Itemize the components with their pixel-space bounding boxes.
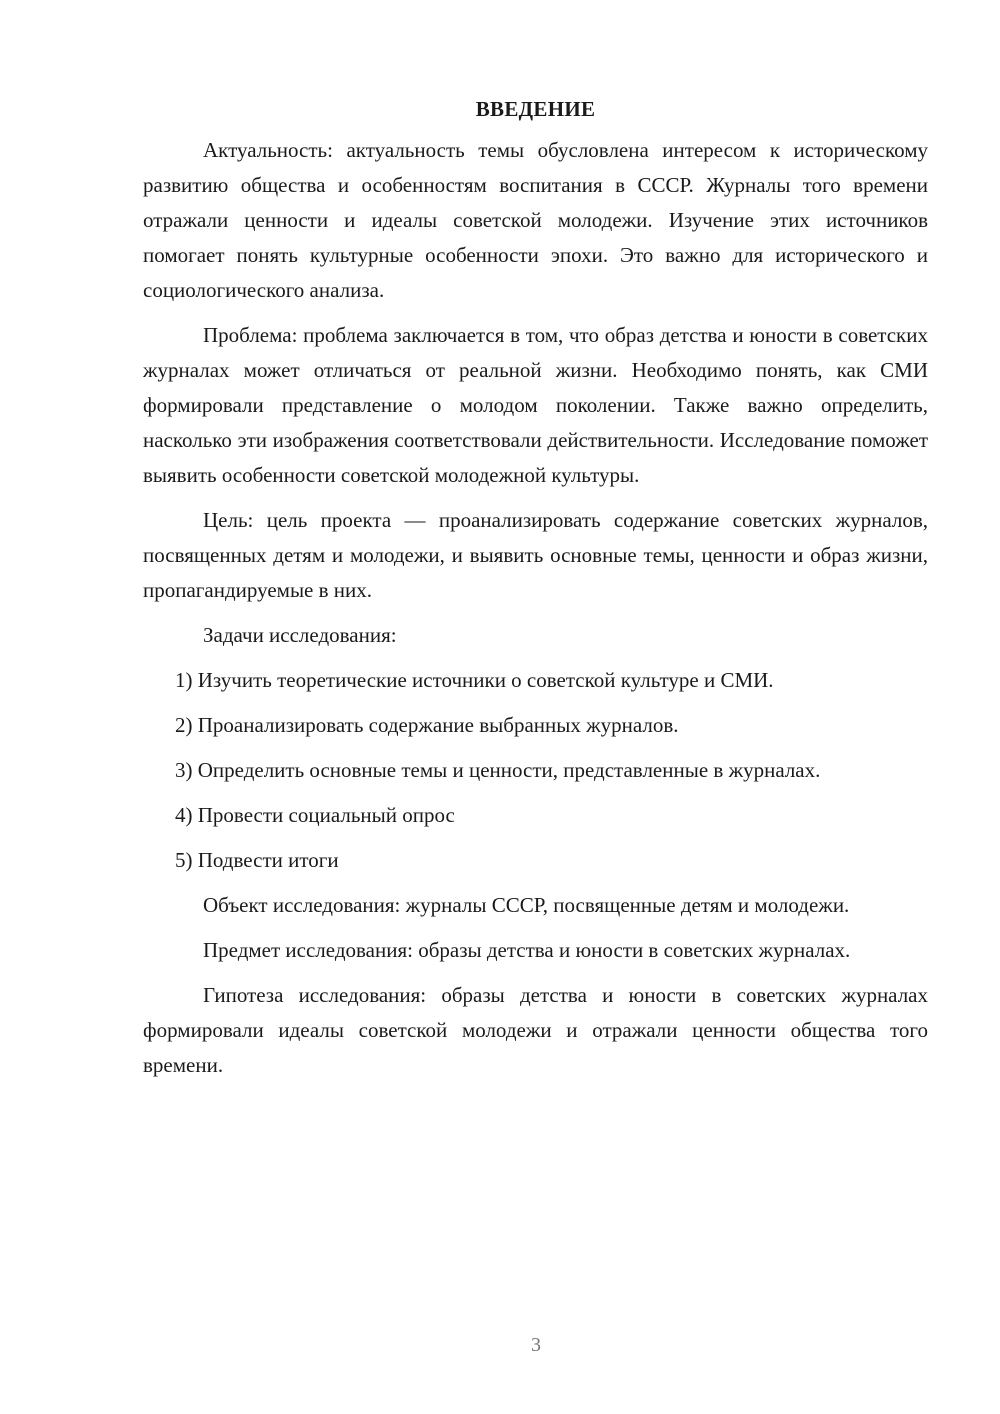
paragraph-hypothesis: Гипотеза исследования: образы детства и юности в советских журналах формировали идеалы советской молодежи и отражали ценности общества того времени. (143, 983, 928, 1077)
paragraph-object: Объект исследования: журналы СССР, посвященные детям и молодежи. (203, 893, 850, 917)
page-number: 3 (531, 1334, 541, 1356)
page-title: ВВЕДЕНИЕ (475, 97, 596, 121)
paragraph-subject: Предмет исследования: образы детства и юности в советских журналах. (203, 938, 851, 962)
document-page (143, 92, 928, 1093)
task-item-3: 3) Определить основные темы и ценности, представленные в журналах. (175, 758, 821, 782)
task-item-5: 5) Подвести итоги (175, 848, 339, 872)
task-item-4: 4) Провести социальный опрос (175, 803, 455, 827)
paragraph-relevance: Актуальность: актуальность темы обусловлена интересом к историческому развитию общества и особенностям воспитания в СССР. Журналы того времени отражали ценности и идеалы советской молодежи. Изучение этих источников помогает понять культурные особенности эпохи. Это важно для исторического и социологического анализа. (143, 138, 928, 302)
paragraph-goal: Цель: цель проекта — проанализировать содержание советских журналов, посвященных детям и молодежи, и выявить основные темы, ценности и образ жизни, пропагандируемые в них. (143, 508, 928, 602)
task-item-2: 2) Проанализировать содержание выбранных журналов. (175, 713, 679, 737)
paragraph-problem: Проблема: проблема заключается в том, что образ детства и юности в советских журналах может отличаться от реальной жизни. Необходимо понять, как СМИ формировали представление о молодом поколении. Также важно определить, насколько эти изображения соответствовали действительности. Исследование поможет выявить особенности советской молодежной культуры. (143, 323, 928, 487)
paragraph-tasks-heading: Задачи исследования: (203, 623, 397, 647)
task-item-1: 1) Изучить теоретические источники о советской культуре и СМИ. (175, 668, 774, 692)
